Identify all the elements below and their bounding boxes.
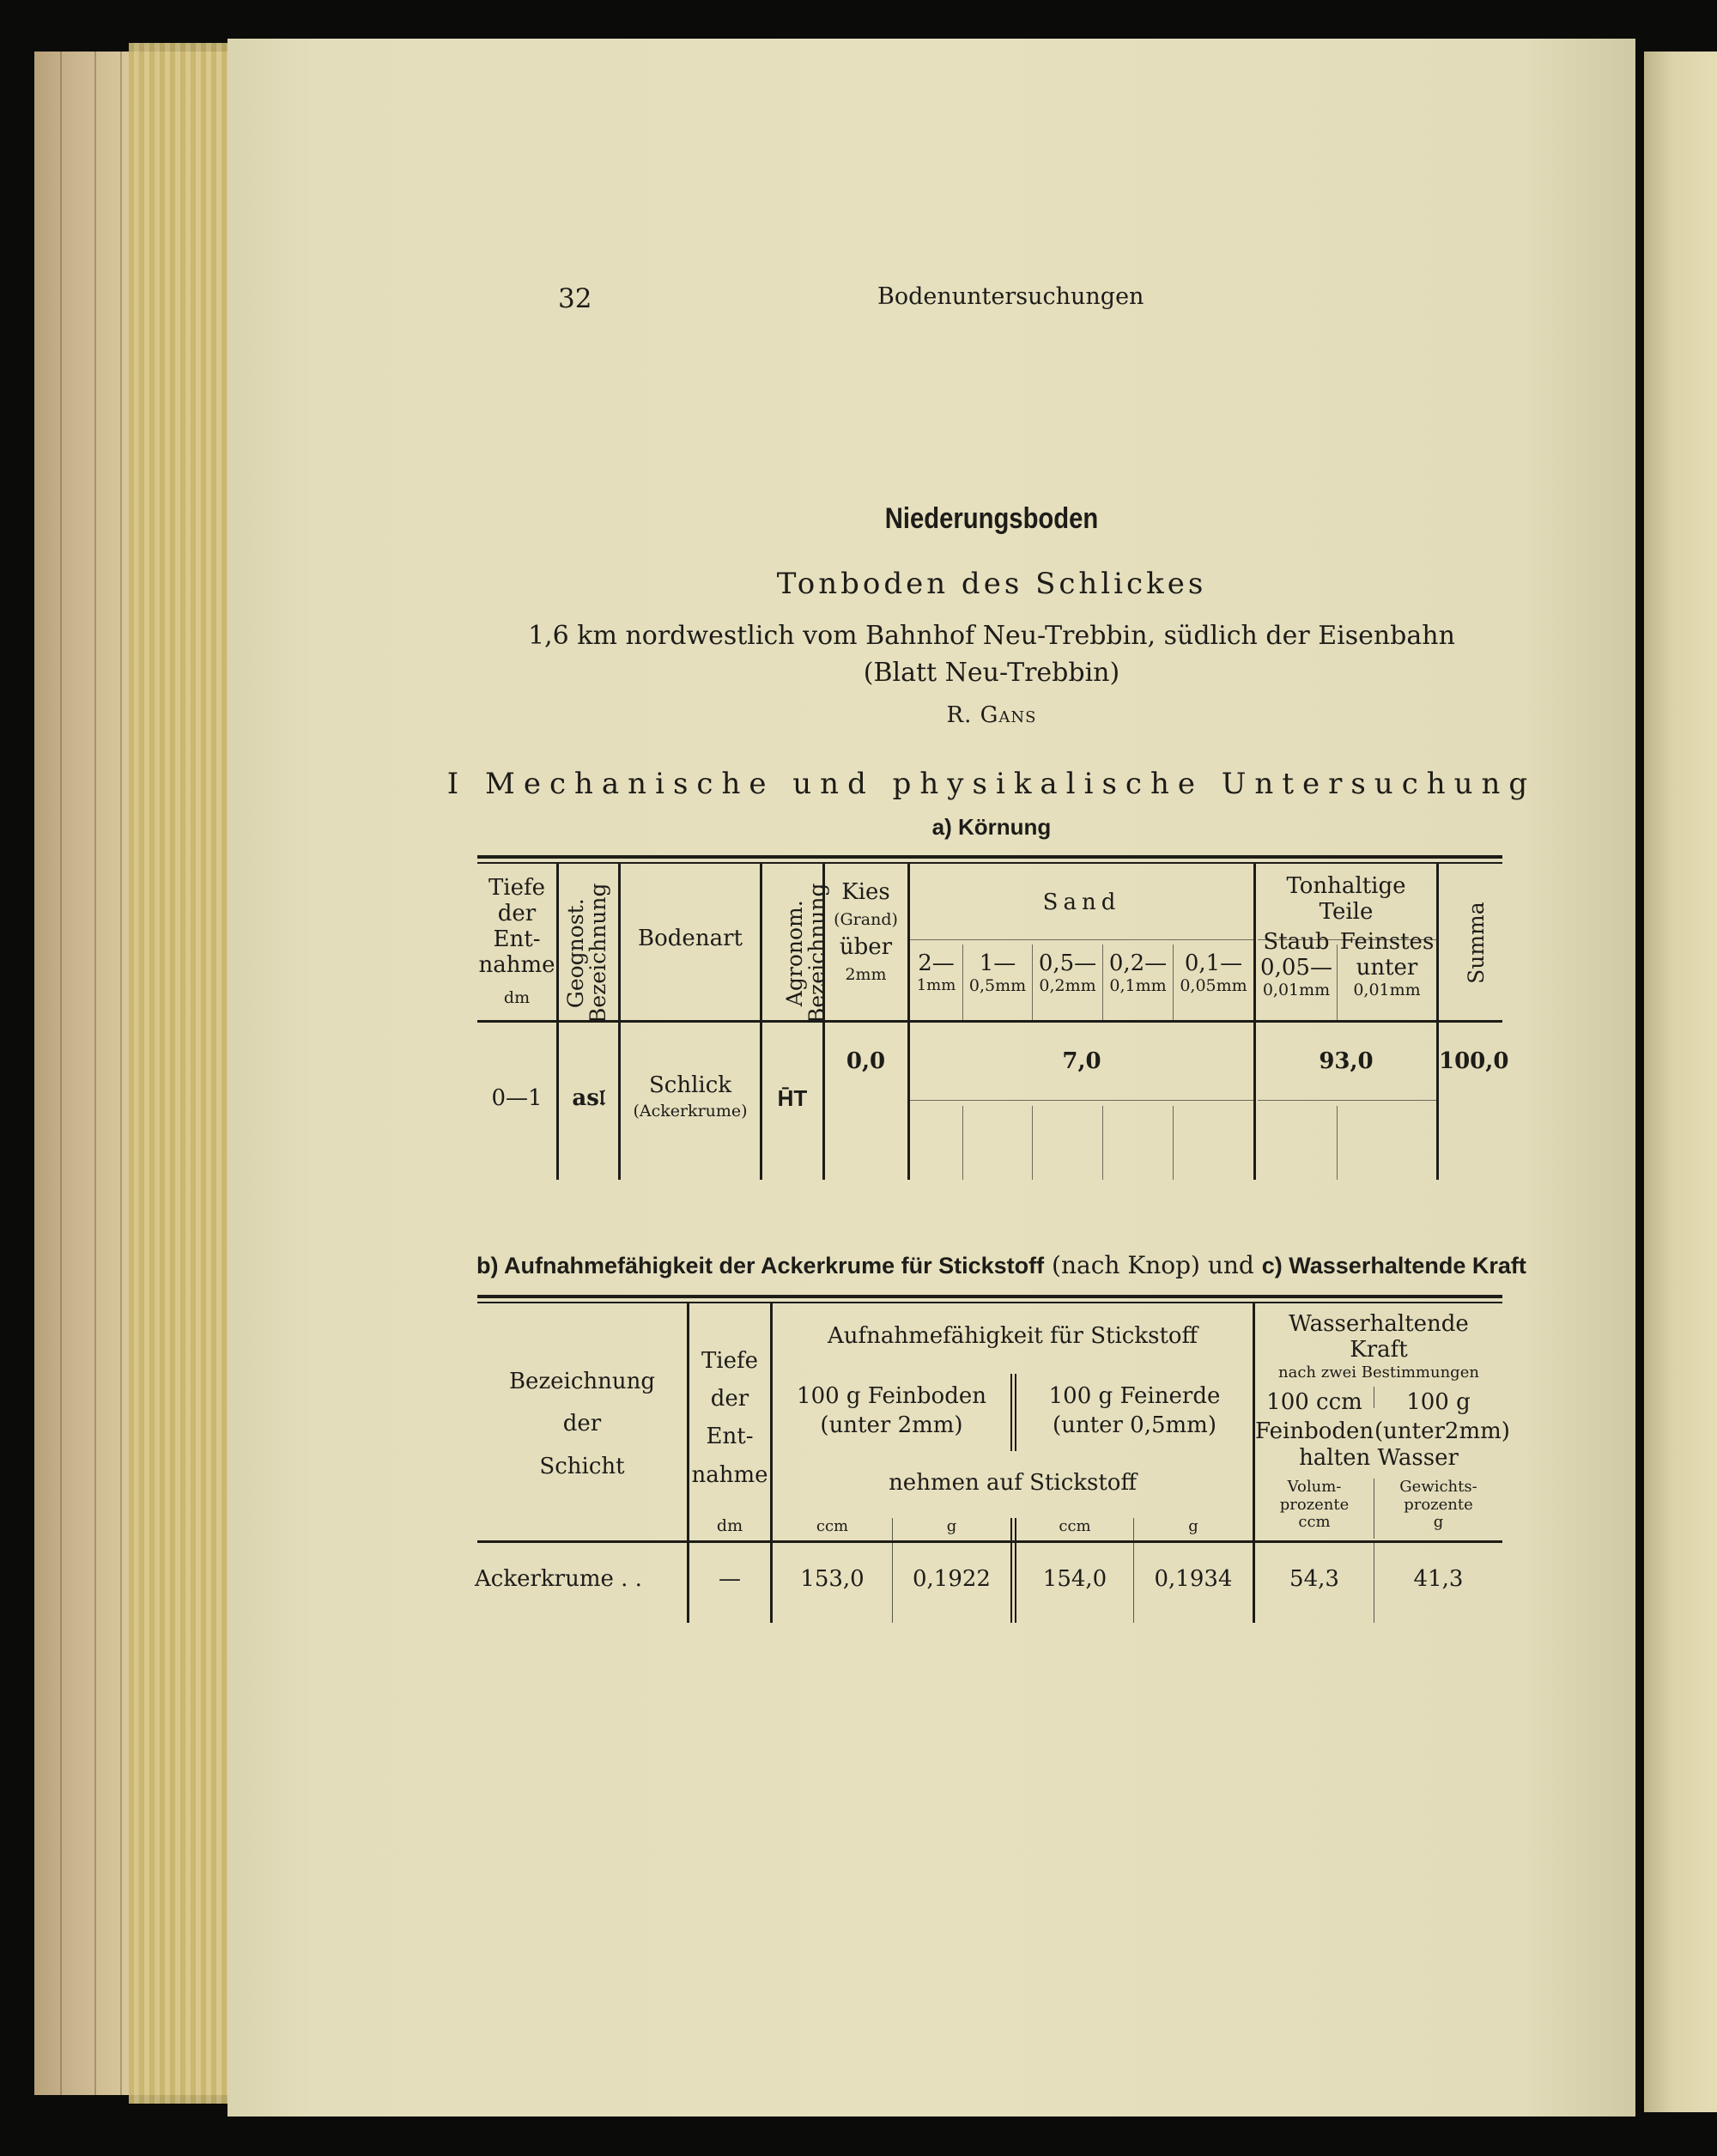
heading: Niederungsboden: [884, 502, 1099, 535]
header-feinerde-line2: (unter 0,5mm): [1053, 1412, 1216, 1438]
header-w-unit1-line3: ccm: [1298, 1513, 1331, 1532]
header-feinboden: [773, 1382, 1010, 1441]
header-tiefe-line1: Tiefe: [488, 875, 546, 901]
header-feinerde-line1: 100 g Feinerde: [1048, 1383, 1221, 1409]
page-number: 32: [558, 283, 592, 314]
header-w-col1: [1255, 1388, 1374, 1447]
header-agronom-line2: Bezeichnung: [804, 883, 829, 1024]
header-tiefe-b-line1: Tiefe: [701, 1348, 759, 1374]
caption-c: c) Wasserhaltende Kraft: [1261, 1253, 1526, 1278]
cell-b-feinboden-ccm: 153,0: [800, 1566, 865, 1592]
header-bodenart: Bodenart: [638, 926, 743, 951]
header-kies-line1: Kies: [841, 879, 890, 905]
header-aufnahme: Aufnahmefähigkeit für Stickstoff: [827, 1323, 1198, 1349]
header-staub: [1256, 930, 1337, 1000]
header-w-unit2-line3: g: [1433, 1513, 1444, 1532]
header-w-unit1-line2: prozente: [1279, 1495, 1350, 1514]
cell-b-feinerde-g: 0,1934: [1154, 1566, 1233, 1592]
section-title: I Mechanische und physikalische Untersuchung: [446, 767, 1537, 801]
subheading: Tonboden des Schlickes: [776, 567, 1207, 601]
header-geognost-line1: Geognost.: [562, 898, 588, 1009]
header-nehmen: nehmen auf Stickstoff: [889, 1470, 1137, 1496]
header-sand-2-1: [910, 951, 962, 995]
header-bezeichnung-line2: der: [562, 1411, 602, 1437]
header-w-unit2-line2: prozente: [1404, 1495, 1473, 1514]
frac-05-02-a: 0,5—: [1038, 950, 1097, 976]
header-tiefe-b: [689, 1342, 770, 1494]
table-b-caption: [476, 1251, 1526, 1279]
header-feinstes-line3: 0,01mm: [1353, 980, 1421, 999]
unit-g-2: g: [1188, 1517, 1198, 1535]
frac-01-005-b: 0,05mm: [1180, 975, 1247, 995]
header-sand-01-005: [1174, 951, 1253, 996]
header-wasser: [1255, 1312, 1502, 1363]
cell-bodenart: [621, 1073, 760, 1121]
header-tiefe-unit: dm: [503, 987, 531, 1007]
cell-geognost: as𝔩: [572, 1085, 605, 1111]
header-tonhaltige-line1: Tonhaltige: [1286, 873, 1406, 899]
frac-2-1-b: 1mm: [916, 975, 956, 994]
running-head-title: Bodenuntersuchungen: [877, 283, 1144, 310]
header-w-col2-line1: 100 g: [1406, 1389, 1471, 1415]
unit-ccm-2: ccm: [1059, 1517, 1091, 1535]
header-tiefe-line4: nahme: [478, 951, 555, 978]
header-halten: halten Wasser: [1299, 1445, 1459, 1471]
header-kies-line3: über: [839, 933, 893, 960]
header-staub-line3: 0,01mm: [1262, 980, 1331, 999]
header-feinstes-line2: unter: [1356, 954, 1418, 981]
header-tiefe-line2: der: [497, 900, 537, 926]
header-w-col1-line2: Feinboden: [1255, 1418, 1374, 1444]
frac-1-05-a: 1—: [979, 950, 1016, 976]
header-tiefe-line3: Ent-: [493, 926, 541, 952]
header-w-unit1-line1: Volum-: [1287, 1478, 1342, 1496]
frac-2-1-a: 2—: [918, 950, 955, 976]
header-sand-02-01: [1103, 951, 1173, 996]
header-w-unit2: [1374, 1479, 1502, 1532]
header-w-col1-line1: 100 ccm: [1266, 1389, 1362, 1415]
header-tonhaltige: [1256, 874, 1436, 926]
header-feinboden-line1: 100 g Feinboden: [797, 1383, 986, 1409]
header-kies-line4: 2mm: [845, 964, 887, 984]
header-w-col2-line2: (unter2mm): [1374, 1418, 1510, 1444]
facing-page-edge: [1644, 52, 1717, 2112]
frac-1-05-b: 0,5mm: [968, 975, 1027, 995]
book-page: [228, 39, 1635, 2117]
header-staub-line1: Staub: [1263, 929, 1330, 955]
header-bezeichnung-line1: Bezeichnung: [508, 1369, 656, 1394]
header-tiefe-b-line4: nahme: [691, 1461, 768, 1488]
header-tiefe-b-line2: der: [710, 1386, 749, 1412]
header-kies-line2: (Grand): [834, 909, 898, 929]
header-wasser-note: nach zwei Bestimmungen: [1278, 1363, 1479, 1382]
cell-kies: 0,0: [846, 1048, 886, 1074]
cell-bodenart-note: (Ackerkrume): [633, 1101, 748, 1121]
location-line-2: (Blatt Neu-Trebbin): [863, 658, 1120, 688]
author: R. Gans: [946, 702, 1037, 728]
cell-b-gewichtsprozente: 41,3: [1413, 1566, 1464, 1592]
header-tiefe-b-unit: dm: [716, 1516, 743, 1535]
cell-b-tiefe: —: [719, 1566, 741, 1592]
cell-sand-total: 7,0: [1062, 1048, 1101, 1074]
header-bezeichnung-line3: Schicht: [539, 1453, 625, 1479]
header-sand: Sand: [1042, 890, 1121, 915]
unit-ccm-1: ccm: [816, 1517, 849, 1535]
cell-b-feinboden-g: 0,1922: [913, 1566, 991, 1592]
header-sand-05-02: [1033, 951, 1102, 996]
header-tiefe-b-line3: Ent-: [706, 1424, 754, 1450]
header-agronom-line1: Agronom.: [781, 900, 807, 1007]
cell-bodenart-name: Schlick: [648, 1072, 732, 1098]
cell-agronom: H̄T: [777, 1085, 808, 1111]
header-staub-line2: 0,05—: [1260, 954, 1332, 981]
header-feinboden-line2: (unter 2mm): [820, 1412, 963, 1438]
frac-02-01-a: 0,2—: [1108, 950, 1168, 976]
cell-ton-total: 93,0: [1319, 1048, 1374, 1074]
page-edges: [129, 43, 240, 2104]
header-agronom: [781, 880, 829, 1026]
frac-05-02-b: 0,2mm: [1039, 975, 1096, 995]
cell-b-volumprozente: 54,3: [1289, 1566, 1339, 1592]
frac-02-01-b: 0,1mm: [1109, 975, 1167, 995]
header-tonhaltige-line2: Teile: [1319, 898, 1374, 925]
caption-b: b) Aufnahmefähigkeit der Ackerkrume für Stickstoff: [476, 1253, 1045, 1278]
header-tiefe: [477, 876, 556, 1007]
header-wasser-line1: Wasserhaltende: [1289, 1311, 1469, 1337]
unit-g-1: g: [946, 1517, 957, 1535]
header-w-unit2-line1: Gewichts-: [1399, 1478, 1477, 1496]
cell-tiefe: 0—1: [491, 1085, 543, 1111]
header-w-col2: [1374, 1388, 1510, 1447]
header-geognost-line2: Bezeichnung: [585, 883, 610, 1024]
header-feinstes: [1338, 930, 1436, 1000]
header-feinerde: [1016, 1382, 1253, 1441]
header-sand-1-05: [963, 951, 1032, 996]
header-summa: Summa: [1463, 902, 1489, 984]
header-feinstes-line1: Feinstes: [1339, 929, 1435, 955]
header-kies: [824, 880, 907, 984]
header-wasser-line2: Kraft: [1350, 1336, 1408, 1363]
caption-b-note: (nach Knop) und: [1052, 1251, 1254, 1279]
frac-01-005-a: 0,1—: [1184, 950, 1243, 976]
header-geognost: [562, 880, 610, 1026]
location-line-1: 1,6 km nordwestlich vom Bahnhof Neu-Trebbin, südlich der Eisenbahn: [528, 621, 1455, 651]
cell-summa: 100,0: [1439, 1048, 1509, 1074]
table-a-caption: a) Körnung: [931, 814, 1052, 840]
cell-b-bezeichnung: Ackerkrume . .: [475, 1566, 642, 1592]
cell-b-feinerde-ccm: 154,0: [1042, 1566, 1107, 1592]
header-bezeichnung: [477, 1361, 687, 1488]
header-w-unit1: [1255, 1479, 1374, 1532]
